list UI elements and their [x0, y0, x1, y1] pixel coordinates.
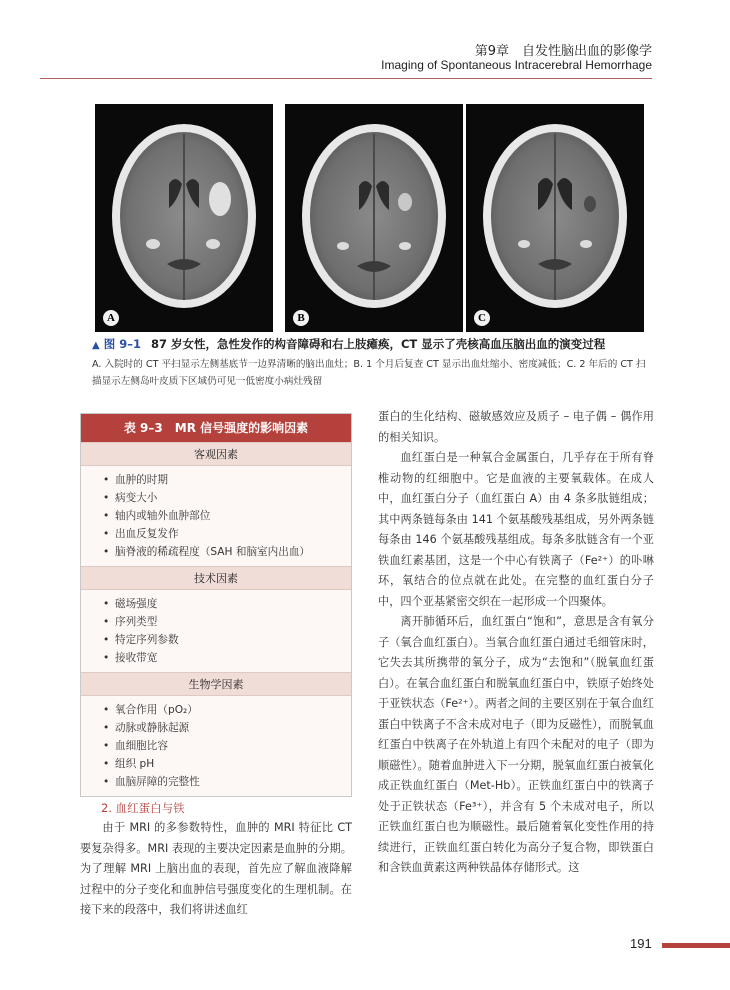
running-header-english: Imaging of Spontaneous Intracerebral Hemorrhage — [381, 58, 652, 72]
ct-panel-c — [466, 104, 644, 332]
table-section-list — [81, 590, 351, 672]
list-item: • 病变大小 — [103, 492, 158, 504]
paragraph: 由于 MRI 的多参数特性，血肿的 MRI 特征比 CT 要复杂得多。MRI 表现的主要决定因素是血肿的分期。为了理解 MRI 上脑出血的表现，首先应了解血液降解过程中的分子变化和血肿信号强度变化的生理机制。在接下来的段落中，我们将讲述血红 — [80, 821, 352, 916]
table-section-heading: 客观因素 — [81, 442, 351, 466]
left-column-text — [80, 818, 352, 921]
list-item: • 氧合作用（pO₂） — [103, 704, 198, 716]
list-item: • 出血反复发作 — [103, 528, 179, 540]
panel-label: C — [474, 310, 490, 326]
ct-scan-image — [95, 104, 273, 332]
table-section-list — [81, 696, 351, 796]
list-item: • 序列类型 — [103, 616, 158, 628]
ct-panel-b — [285, 104, 463, 332]
list-item: • 组织 pH — [103, 758, 155, 770]
paragraph: 蛋白的生化结构、磁敏感效应及质子 – 电子偶 – 偶作用的相关知识。 — [378, 410, 654, 444]
header-rule — [40, 78, 652, 79]
figure-caption-description: A. 入院时的 CT 平扫显示左侧基底节一边界清晰的脑出血灶；B. 1 个月后复查 CT 显示出血灶缩小、密度减低；C. 2 年后的 CT 扫描显示左侧岛叶皮质下区域仍可见一低密度小病灶残留 — [92, 359, 646, 387]
list-item: • 接收带宽 — [103, 652, 158, 664]
ct-panel-a — [95, 104, 273, 332]
figure-number: 图 9–1 — [103, 337, 141, 351]
section-heading: 2. 血红蛋白与铁 — [101, 801, 185, 815]
page-number: 191 — [630, 936, 652, 951]
paragraph: 血红蛋白是一种氧合金属蛋白，几乎存在于所有脊椎动物的红细胞中。它是血液的主要氧载体。在成人中，血红蛋白分子（血红蛋白 A）由 4 条多肽链组成；其中两条链每条由 141 个氨基酸残基组成，另外两条链每条由 146 个氨基酸残基组成。每条多肽链含有一个亚铁血红素基团，这是一个中心有铁离子（Fe²⁺）的卟啉环，氧结合的位点就在此处。在完整的血红蛋白分子中，四个亚基紧密交织在一起形成一个四聚体。 — [378, 451, 654, 608]
running-header-chapter: 第9章 自发性脑出血的影像学 — [474, 44, 652, 59]
ct-scan-image — [285, 104, 463, 332]
list-item: • 脑脊液的稀疏程度（SAH 和脑室内出血） — [103, 546, 311, 558]
footer-accent-bar — [662, 943, 730, 948]
list-item: • 磁场强度 — [103, 598, 158, 610]
table-section-heading: 生物学因素 — [81, 672, 351, 696]
figure-title-text: 87 岁女性，急性发作的构音障碍和右上肢瘫痪，CT 显示了壳核高血压脑出血的演变过程 — [150, 337, 606, 351]
list-item: • 特定序列参数 — [103, 634, 179, 646]
panel-label: B — [293, 310, 309, 326]
table-title: 表 9–3 MR 信号强度的影响因素 — [81, 414, 351, 442]
right-column-text — [378, 407, 654, 879]
table-section-heading: 技术因素 — [81, 566, 351, 590]
table-section-list — [81, 466, 351, 566]
ct-scan-image — [466, 104, 644, 332]
table-9-3 — [80, 413, 352, 797]
list-item: • 血细胞比容 — [103, 740, 168, 752]
triangle-marker-icon: ▲ — [92, 340, 100, 351]
list-item: • 动脉或静脉起源 — [103, 722, 190, 734]
list-item: • 血肿的时期 — [103, 474, 168, 486]
list-item: • 轴内或轴外血肿部位 — [103, 510, 211, 522]
panel-label: A — [103, 310, 119, 326]
list-item: • 血脑屏障的完整性 — [103, 776, 200, 788]
figure-caption-title — [92, 336, 605, 352]
paragraph: 离开肺循环后，血红蛋白“饱和”，意思是含有氧分子（氧合血红蛋白）。当氧合血红蛋白通过毛细管床时，它失去其所携带的氧分子，成为“去饱和”（脱氧血红蛋白）。在氧合血红蛋白和脱氧血红蛋白中，铁原子始终处于亚铁状态（Fe²⁺）。两者之间的主要区别在于氧合血红蛋白中铁离子不含未成对电子（即为反磁性），而脱氧血红蛋白中铁离子在外轨道上有四个未配对的电子（即为顺磁性）。随着血肿进入下一分期，脱氧血红蛋白被氧化成正铁血红蛋白（Met-Hb）。正铁血红蛋白中的铁离子处于正铁状态（Fe³⁺），并含有 5 个未成对电子，所以正铁血红蛋白也为顺磁性。最后随着氧化变性作用的持续进行，正铁血红蛋白转化为高分子复合物，即铁蛋白和含铁血黄素这两种铁晶体存储形式。这 — [378, 615, 654, 874]
